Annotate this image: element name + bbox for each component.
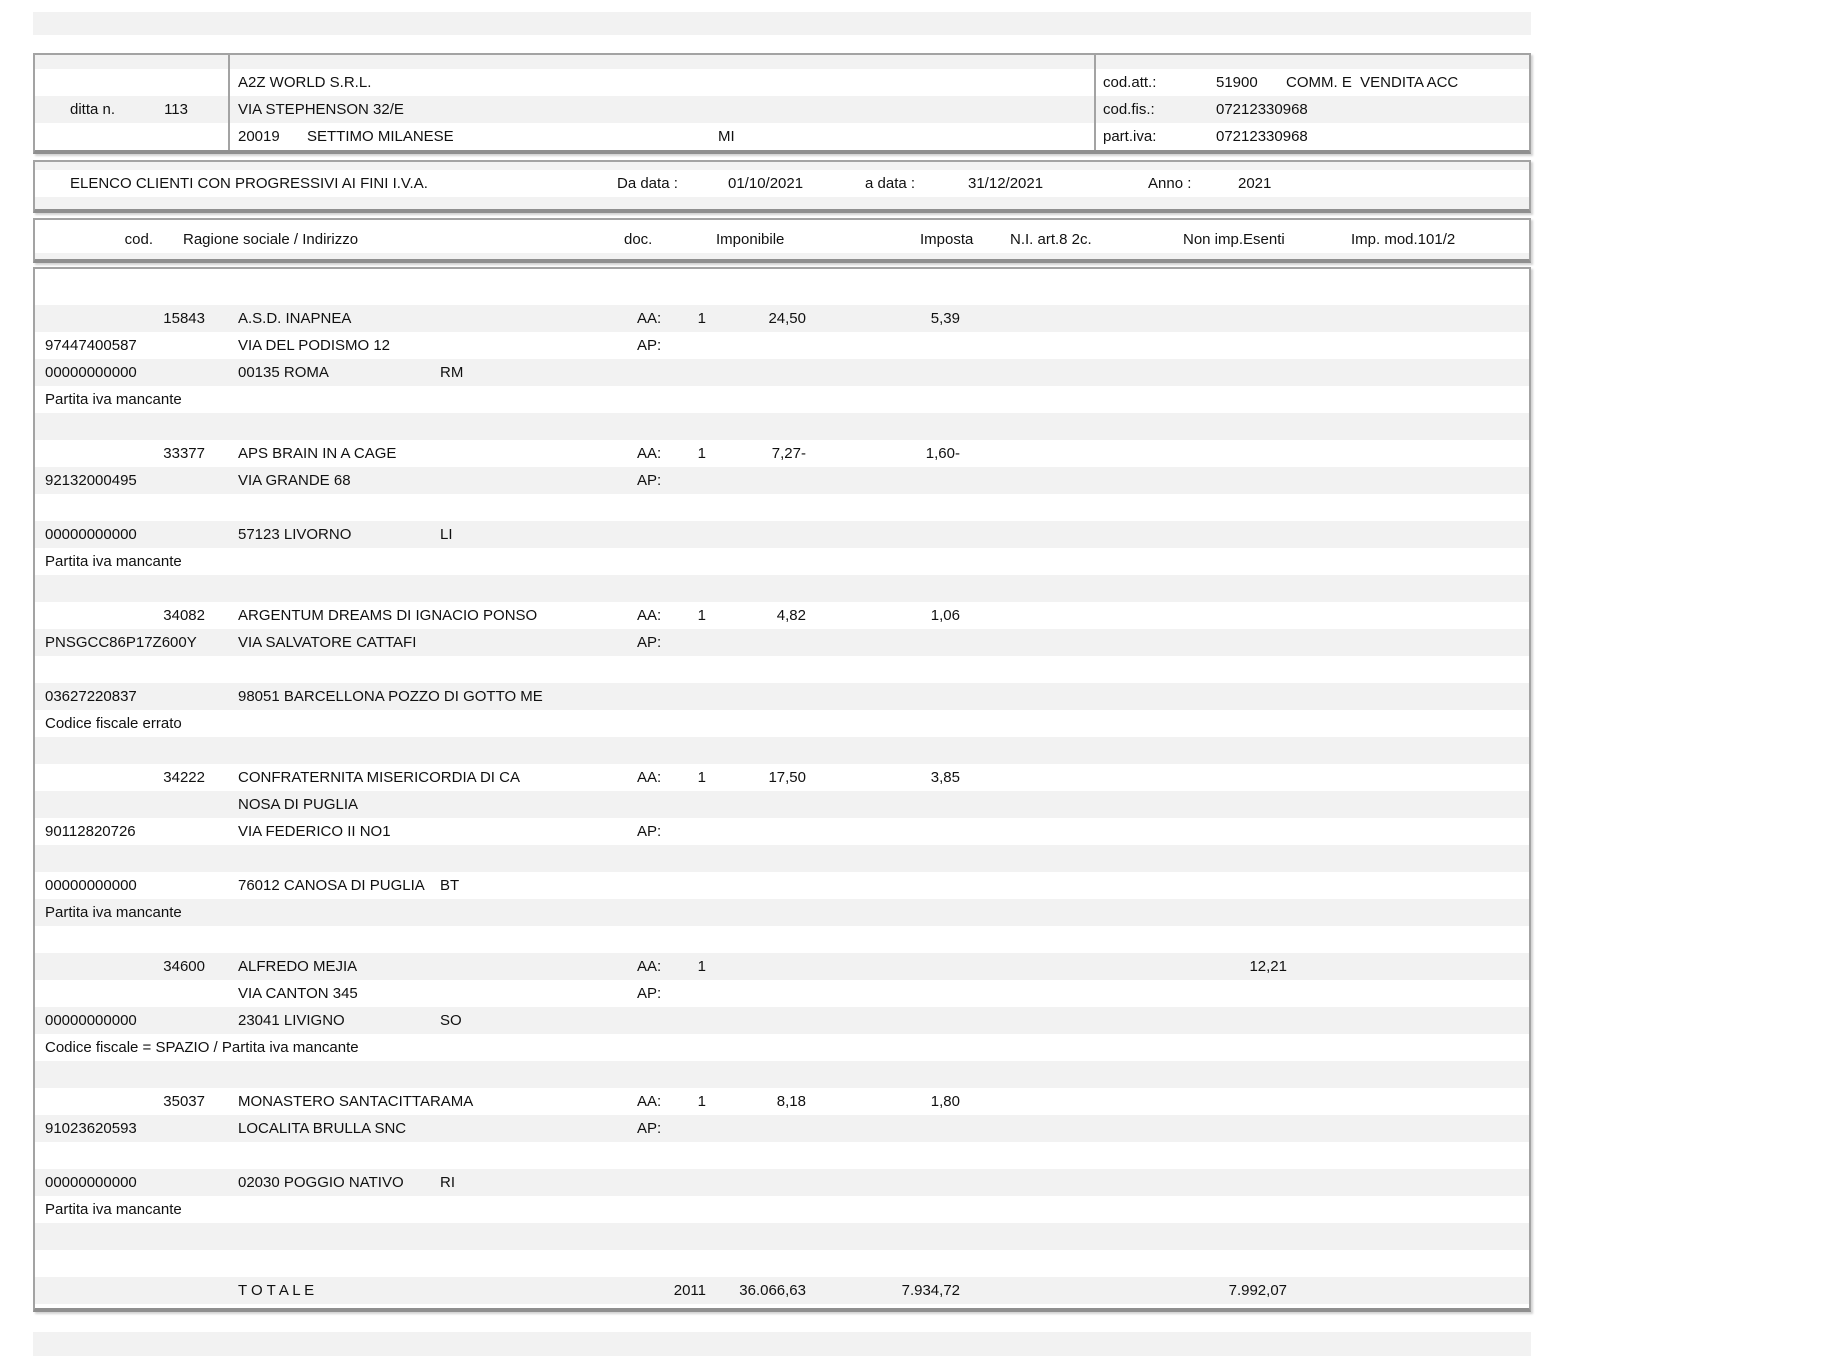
spacer-row [35,1142,1529,1169]
cell-doclab: AP: [637,337,662,354]
table-row [35,602,1529,629]
from-date: 01/10/2021 [728,175,804,192]
cell-name: 23041 LIVIGNO [238,1012,345,1029]
table-row [35,386,1529,413]
part-iva-label: part.iva: [1103,128,1157,145]
cell-fisc: 90112820726 [45,823,136,840]
spacer-row [35,656,1529,683]
cell-impos: 7.934,72 [901,1282,960,1299]
cell-doclab: AP: [637,634,662,651]
cell-name: 57123 LIVORNO [238,526,352,543]
header-spacer-row [35,55,1529,69]
table-row [35,872,1529,899]
cell-name: 98051 BARCELLONA POZZO DI GOTTO ME [238,688,543,705]
table-row [35,764,1529,791]
cell-impos: 1,06 [930,607,960,624]
cell-prov: RM [440,364,464,381]
col-imp-mod: Imp. mod.101/2 [1351,231,1456,248]
company-street: VIA STEPHENSON 32/E [238,101,404,118]
table-row [35,467,1529,494]
cell-nonimp: 7.992,07 [1228,1282,1287,1299]
total-row [35,1277,1529,1304]
cell-name: CONFRATERNITA MISERICORDIA DI CA [238,769,520,786]
col-doc: doc. [624,231,653,248]
table-row [35,710,1529,737]
cell-impos: 5,39 [930,310,960,327]
cell-prov: RI [440,1174,455,1191]
table-row [35,359,1529,386]
cell-name: VIA FEDERICO II NO1 [238,823,391,840]
company-name-row [35,69,1529,96]
cell-note: Partita iva mancante [45,1201,182,1218]
title-spacer-bottom [35,197,1529,209]
cell-name: LOCALITA BRULLA SNC [238,1120,407,1137]
col-imponibile: Imponibile [716,231,785,248]
column-header-row [35,226,1529,253]
company-name: A2Z WORLD S.R.L. [238,74,372,91]
from-label: Da data : [617,175,678,192]
cell-impon: 8,18 [776,1093,806,1110]
title-spacer-top [35,162,1529,170]
cell-doclab: AA: [637,769,662,786]
cell-doclab: AA: [637,310,662,327]
table-row [35,629,1529,656]
report-body-box [33,267,1531,1312]
spacer-row [35,737,1529,764]
cell-cod: 34600 [163,958,205,975]
table-row [35,1169,1529,1196]
title-bar-box [33,160,1531,213]
cell-name: NOSA DI PUGLIA [238,796,359,813]
spacer-row [35,1250,1529,1277]
cell-name: VIA GRANDE 68 [238,472,351,489]
spacer-row [35,413,1529,440]
spacer-row [35,494,1529,521]
col-imposta: Imposta [920,231,974,248]
cell-doclab: AP: [637,472,662,489]
cod-fis-label: cod.fis.: [1103,101,1155,118]
cell-fisc: 92132000495 [45,472,137,489]
cell-cod: 34082 [163,607,205,624]
col-non-imp: Non imp.Esenti [1183,231,1285,248]
spacer-row [35,926,1529,953]
cell-fisc: PNSGCC86P17Z600Y [45,634,197,651]
cell-name: ALFREDO MEJIA [238,958,358,975]
cell-name: 02030 POGGIO NATIVO [238,1174,404,1191]
cell-name: MONASTERO SANTACITTARAMA [238,1093,474,1110]
table-row [35,1007,1529,1034]
cell-impon: 36.066,63 [739,1282,806,1299]
cell-impon: 4,82 [776,607,806,624]
cell-prov: LI [440,526,453,543]
cell-fisc: 00000000000 [45,877,137,894]
cell-impon: 24,50 [768,310,806,327]
cell-fisc: 03627220837 [45,688,137,705]
to-date: 31/12/2021 [968,175,1044,192]
spacer-row [35,1061,1529,1088]
cell-fisc: 97447400587 [45,337,137,354]
title-row [35,170,1529,197]
col-cod: cod. [124,231,153,248]
report-body [35,278,1529,1304]
cell-name: VIA CANTON 345 [238,985,358,1002]
cod-att-desc: COMM. E VENDITA ACC [1286,74,1459,91]
cell-name: ARGENTUM DREAMS DI IGNACIO PONSO [238,607,538,624]
cell-fisc: 91023620593 [45,1120,137,1137]
cell-nonimp: 12,21 [1249,958,1287,975]
body-spacer-top [35,269,1529,278]
year-value: 2021 [1238,175,1272,192]
cell-note: Codice fiscale = SPAZIO / Partita iva mancante [45,1039,359,1056]
spacer-row [35,845,1529,872]
cell-total_label: T O T A L E [238,1282,315,1299]
cell-impos: 3,85 [930,769,960,786]
cell-impos: 1,60- [925,445,960,462]
cell-name: A.S.D. INAPNEA [238,310,352,327]
cell-note: Codice fiscale errato [45,715,182,732]
cell-doccnt: 2011 [673,1282,706,1299]
cod-att-label: cod.att.: [1103,74,1157,91]
cell-cod: 34222 [163,769,205,786]
table-row [35,305,1529,332]
table-row [35,953,1529,980]
company-street-row [35,96,1529,123]
cell-doclab: AA: [637,1093,662,1110]
cell-doccnt: 1 [697,310,706,327]
cell-note: Partita iva mancante [45,391,182,408]
cell-doclab: AP: [637,1120,662,1137]
table-row [35,818,1529,845]
cell-name: 76012 CANOSA DI PUGLIA [238,877,425,894]
cell-fisc: 00000000000 [45,1012,137,1029]
cell-name: APS BRAIN IN A CAGE [238,445,397,462]
divider-fiscal [1094,55,1096,150]
table-row [35,440,1529,467]
column-header-box [33,218,1531,263]
company-provincia: MI [718,128,735,145]
to-label: a data : [865,175,916,192]
cell-cod: 35037 [163,1093,205,1110]
cell-doccnt: 1 [697,607,706,624]
cell-doccnt: 1 [697,1093,706,1110]
ditta-label: ditta n. [70,101,116,118]
table-row [35,332,1529,359]
company-city-row [35,123,1529,150]
spacer-row [35,575,1529,602]
table-row [35,548,1529,575]
col-ragione: Ragione sociale / Indirizzo [183,231,359,248]
ditta-number: 113 [164,101,188,118]
cell-note: Partita iva mancante [45,904,182,921]
cell-doccnt: 1 [697,958,706,975]
col-ni-art8: N.I. art.8 2c. [1010,231,1092,248]
spacer-row [35,1223,1529,1250]
cell-doclab: AP: [637,823,662,840]
table-row [35,1196,1529,1223]
table-row [35,1034,1529,1061]
table-row [35,899,1529,926]
background-stripe-top [33,12,1531,35]
colhead-spacer-bottom [35,253,1529,259]
company-city: SETTIMO MILANESE [307,128,454,145]
background-stripe-bottom [33,1332,1531,1356]
cell-doclab: AA: [637,607,662,624]
cell-prov: SO [440,1012,462,1029]
cell-prov: BT [440,877,460,894]
cod-att-value: 51900 [1216,74,1258,91]
cell-name: 00135 ROMA [238,364,329,381]
cell-fisc: 00000000000 [45,1174,137,1191]
spacer-row [35,278,1529,305]
cell-name: VIA SALVATORE CATTAFI [238,634,417,651]
cell-doccnt: 1 [697,445,706,462]
cell-fisc: 00000000000 [45,526,137,543]
part-iva-value: 07212330968 [1216,128,1308,145]
table-row [35,1115,1529,1142]
cell-fisc: 00000000000 [45,364,137,381]
cod-fis-value: 07212330968 [1216,101,1308,118]
year-label: Anno : [1148,175,1192,192]
table-row [35,521,1529,548]
cell-impos: 1,80 [930,1093,960,1110]
cell-doclab: AA: [637,958,662,975]
cell-impon: 17,50 [768,769,806,786]
table-row [35,980,1529,1007]
table-row [35,1088,1529,1115]
cell-cod: 15843 [163,310,205,327]
divider-ditta [228,55,230,150]
company-cap: 20019 [238,128,280,145]
company-header-box [33,53,1531,154]
cell-name: VIA DEL PODISMO 12 [238,337,390,354]
cell-doclab: AP: [637,985,662,1002]
table-row [35,791,1529,818]
cell-cod: 33377 [163,445,205,462]
report-title: ELENCO CLIENTI CON PROGRESSIVI AI FINI I.V.A. [70,175,428,192]
cell-impon: 7,27- [771,445,806,462]
cell-doclab: AA: [637,445,662,462]
cell-doccnt: 1 [697,769,706,786]
table-row [35,683,1529,710]
cell-note: Partita iva mancante [45,553,182,570]
